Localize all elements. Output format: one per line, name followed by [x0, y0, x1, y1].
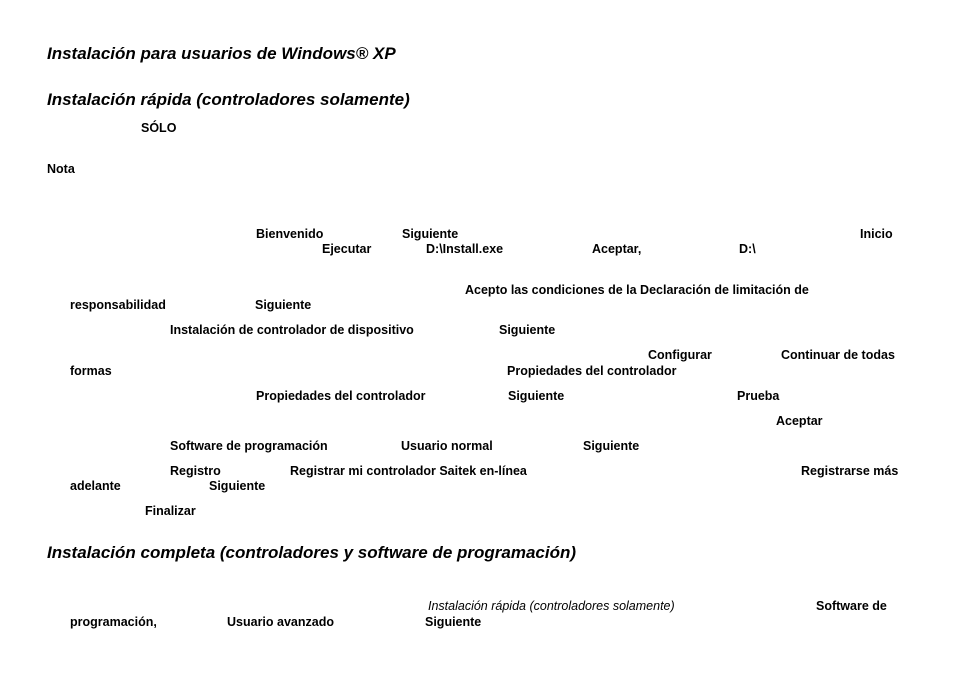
term-usuario-normal: Usuario normal [401, 439, 493, 453]
nota-label: Nota [47, 162, 75, 176]
page-title: Instalación para usuarios de Windows® XP [47, 44, 396, 63]
term-siguiente: Siguiente [499, 323, 556, 337]
term-prueba: Prueba [737, 389, 780, 403]
term-propiedades-controlador: Propiedades del controlador [256, 389, 426, 403]
term-siguiente: Siguiente [255, 298, 312, 312]
term-registrar-online: Registrar mi controlador Saitek en-línea [290, 464, 527, 478]
ref-quick-install: Instalación rápida (controladores solamente) [428, 599, 675, 613]
term-siguiente: Siguiente [402, 227, 459, 241]
full-install-heading: Instalación completa (controladores y software de programación) [47, 543, 577, 562]
term-registrarse: Registrarse más [801, 464, 899, 478]
term-finalizar: Finalizar [145, 504, 196, 518]
term-formas: formas [70, 364, 112, 378]
term-instalacion-controlador: Instalación de controlador de dispositivo [170, 323, 414, 337]
term-configurar: Configurar [648, 348, 712, 362]
term-install-exe: D:\Install.exe [426, 242, 504, 256]
term-software-de: Software de [816, 599, 887, 613]
term-bienvenido: Bienvenido [256, 227, 324, 241]
term-siguiente: Siguiente [508, 389, 565, 403]
term-d-drive: D:\ [739, 242, 756, 256]
term-acepto-condiciones: Acepto las condiciones de la Declaración de limitación de [465, 283, 809, 297]
term-programacion: programación, [70, 615, 157, 629]
term-siguiente: Siguiente [425, 615, 482, 629]
quick-install-heading: Instalación rápida (controladores solamente) [47, 90, 410, 109]
term-aceptar: Aceptar, [592, 242, 642, 256]
term-continuar: Continuar de todas [781, 348, 895, 362]
term-siguiente: Siguiente [583, 439, 640, 453]
term-registro: Registro [170, 464, 221, 478]
term-propiedades-controlador: Propiedades del controlador [507, 364, 677, 378]
solo-text: SÓLO [141, 121, 177, 135]
term-software-programacion: Software de programación [170, 439, 328, 453]
term-inicio: Inicio [860, 227, 893, 241]
term-aceptar: Aceptar [776, 414, 823, 428]
term-ejecutar: Ejecutar [322, 242, 372, 256]
term-usuario-avanzado: Usuario avanzado [227, 615, 334, 629]
term-adelante: adelante [70, 479, 121, 493]
term-siguiente: Siguiente [209, 479, 266, 493]
term-responsabilidad: responsabilidad [70, 298, 166, 312]
